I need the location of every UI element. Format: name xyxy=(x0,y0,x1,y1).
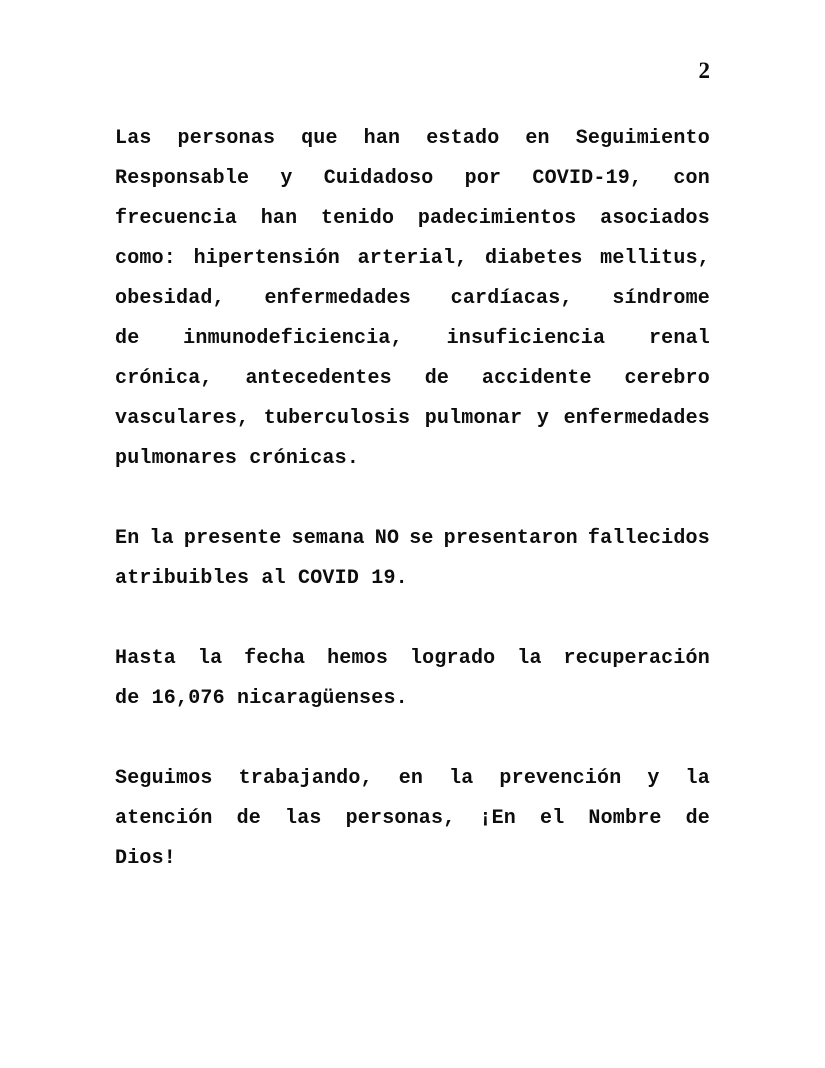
text-line: frecuencia han tenido padecimientos asociados xyxy=(115,207,710,230)
page-content xyxy=(115,0,710,879)
text-line: obesidad, enfermedades cardíacas, síndrome xyxy=(115,287,710,310)
page-number: 2 xyxy=(698,58,710,83)
text-line: Seguimos trabajando, en la prevención y la xyxy=(115,767,710,790)
paragraph-recoveries xyxy=(115,639,710,719)
text-line: atención de las personas, ¡En el Nombre de xyxy=(115,807,710,830)
text-line: de 16,076 nicaragüenses. xyxy=(115,687,408,710)
document-body xyxy=(115,119,710,879)
text-line: Dios! xyxy=(115,847,177,870)
page-header xyxy=(115,56,710,86)
paragraph-closing xyxy=(115,759,710,879)
paragraph-deaths xyxy=(115,519,710,599)
text-line: Hasta la fecha hemos logrado la recuperación xyxy=(115,647,710,670)
text-line: En la presente semana NO se presentaron fallecidos xyxy=(115,527,710,550)
text-line: vasculares, tuberculosis pulmonar y enfermedades xyxy=(115,407,710,430)
text-line: Responsable y Cuidadoso por COVID-19, con xyxy=(115,167,710,190)
text-line: Las personas que han estado en Seguimiento xyxy=(115,127,710,150)
text-line: como: hipertensión arterial, diabetes mellitus, xyxy=(115,247,710,270)
text-line: atribuibles al COVID 19. xyxy=(115,567,408,590)
text-line: pulmonares crónicas. xyxy=(115,447,360,470)
text-line: crónica, antecedentes de accidente cerebro xyxy=(115,367,710,390)
paragraph-comorbidities xyxy=(115,119,710,479)
text-line: de inmunodeficiencia, insuficiencia renal xyxy=(115,327,710,350)
